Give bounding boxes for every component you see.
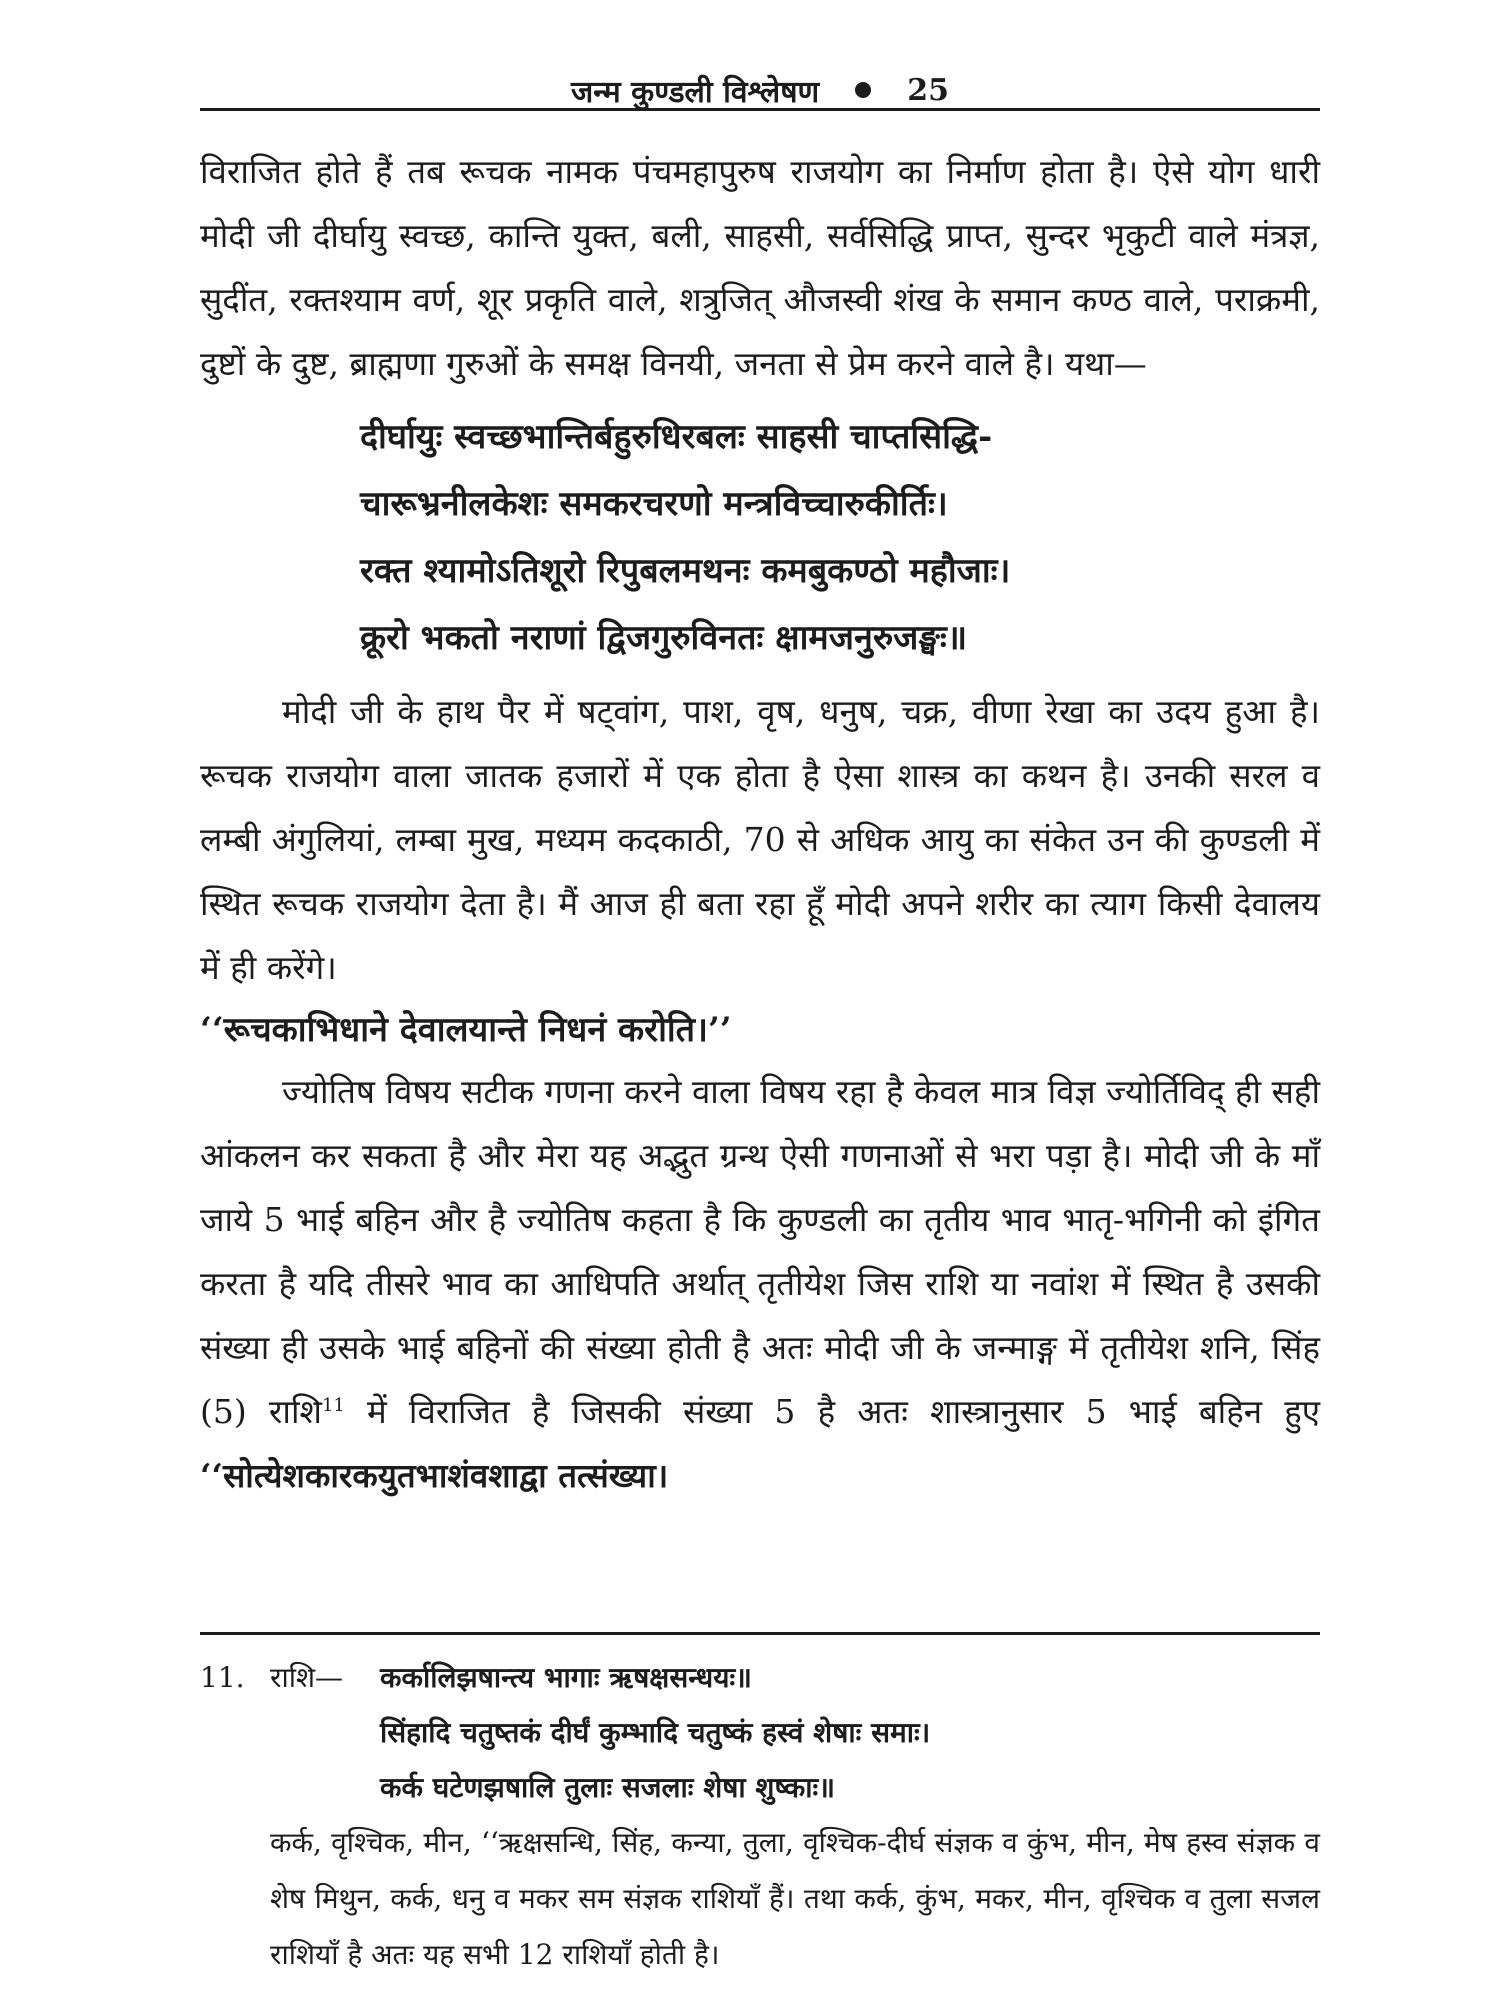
paragraph-1: विराजित होते हैं तब रूचक नामक पंचमहापुरुष राजयोग का निर्माण होता है। ऐसे योग धारी मोदी जी दीर्घायु स्वच्छ, कान्ति युक्त, बली, साहसी, सर्वसिद्धि प्राप्त, सुन्दर भृकुटी वाले मंत्रज्ञ, सुदींत, रक्तश्याम वर्ण, शूर प्रकृति वाले, शत्रुजित् औजस्वी शंख के समान कण्ठ वाले, पराक्रमी, दुष्टों के दुष्ट, ब्राह्मणा गुरुओं के समक्ष विनयी, जनता से प्रेम करने वाले है। यथा—	[200, 152, 1320, 383]
main-text	[200, 140, 1320, 1508]
running-header	[200, 60, 1320, 120]
footnote-verse-2: सिंहादि चतुष्तकं दीर्घं कुम्भादि चतुष्कं हस्वं शेषाः समाः।	[380, 1716, 931, 1749]
footnote-number: 11.	[200, 1661, 245, 1694]
bullet-icon	[855, 82, 871, 98]
footnote-reference: 11	[321, 1395, 345, 1416]
verse-line-1: दीर्घायुः स्वच्छभान्तिर्बहुरुधिरबलः साहसी चाप्तसिद्धि-	[360, 417, 993, 457]
book-page	[200, 40, 1321, 1971]
footnote-label: राशि—	[270, 1661, 343, 1694]
sanskrit-verse-block	[360, 404, 1320, 672]
footnote-verse-lines	[380, 1650, 1320, 1815]
paragraph-3-part-1: ज्योतिष विषय सटीक गणना करने वाला विषय रहा है केवल मात्र विज्ञ ज्योर्तिविद् ही सही आंकलन कर सकता है और मेरा यह अद्भुत ग्रन्थ ऐसी गणनाओं से भरा पड़ा है। मोदी जी के माँ जाये 5 भाई बहिन और है ज्योतिष कहता है कि कुण्डली का तृतीय भाव भातृ-भगिनी को इंगित करता है यदि तीसरे भाव का आधिपति अर्थात् तृतीयेश जिस राशि या नवांश में स्थित है उसकी संख्या ही उसके भाई बहिनों की संख्या होती है अतः मोदी जी के जन्माङ्ग में तृतीयेश शनि, सिंह (5) राशि	[200, 1072, 1320, 1431]
quote-sanskhya: ‘‘सोत्येशकारकयुतभाशंवशाद्वा तत्संख्या।	[200, 1456, 669, 1495]
verse-line-2: चारूभ्रनीलकेशः समकरचरणो मन्त्रविच्चारुकीर्तिः।	[360, 484, 948, 524]
header-rule	[200, 108, 1320, 111]
footnote	[200, 1650, 1320, 1983]
header-title: जन्म कुण्डली विश्लेषण	[570, 74, 820, 110]
paragraph-3	[200, 1060, 1320, 1508]
page-number: 25	[907, 72, 949, 108]
quote-ruchak: ‘‘रूचकाभिधाने देवालयान्ते निधनं करोति।’’	[200, 1010, 732, 1050]
footnote-explanation: कर्क, वृश्चिक, मीन, ‘‘ऋक्षसन्धि, सिंह, कन्या, तुला, वृश्चिक-दीर्घ संज्ञक व कुंभ, मीन, मेष हस्व संज्ञक व शेष मिथुन, कर्क, धनु व मकर सम संज्ञक राशियाँ हैं। तथा कर्क, कुंभ, मकर, मीन, वृश्चिक व तुला सजल राशियाँ है अतः यह सभी 12 राशियाँ होती है।	[270, 1826, 1320, 1971]
paragraph-2: मोदी जी के हाथ पैर में षट्वांग, पाश, वृष, धनुष, चक्र, वीणा रेखा का उदय हुआ है। रूचक राजयोग वाला जातक हजारों में एक होता है ऐसा शास्त्र का कथन है। उनकी सरल व लम्बी अंगुलियां, लम्बा मुख, मध्यम कदकाठी, 70 से अधिक आयु का संकेत उन की कुण्डली में स्थित रूचक राजयोग देता है। मैं आज ही बता रहा हूँ मोदी अपने शरीर का त्याग किसी देवालय में ही करेंगे।	[200, 692, 1320, 987]
verse-line-3: रक्त श्यामोऽतिशूरो रिपुबलमथनः कमबुकण्ठो महौजाः।	[360, 551, 1011, 591]
verse-line-4: क्रूरो भकतो नराणां द्विजगुरुविनतः क्षामजनुरुजङ्घः॥	[360, 618, 968, 658]
footnote-verse-1: कर्कालिझषान्त्य भागाः ऋषक्षसन्धयः॥	[380, 1661, 752, 1694]
paragraph-3-part-2: में विराजित है जिसकी संख्या 5 है अतः शास्त्रानुसार 5 भाई बहिन हुए	[344, 1392, 1321, 1431]
footnote-rule	[200, 1632, 1320, 1635]
footnote-verse-3: कर्क घटेणझषालि तुलाः सजलाः शेषा शुष्काः॥	[380, 1771, 835, 1804]
footnote-verses	[200, 1650, 1320, 1815]
